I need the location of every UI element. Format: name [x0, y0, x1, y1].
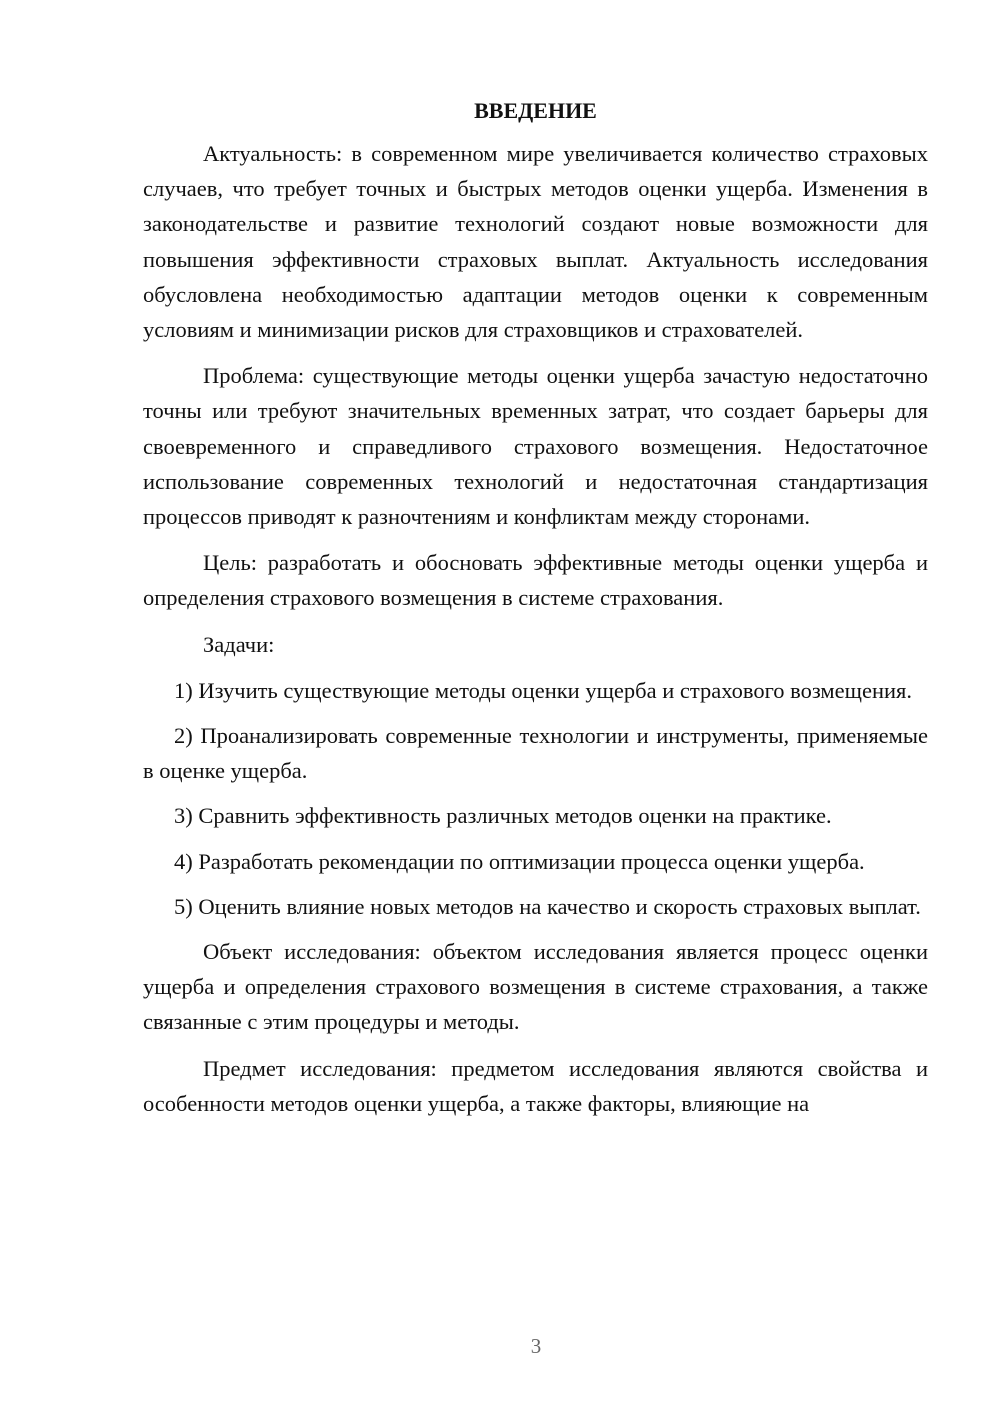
- task-item-4: 4) Разработать рекомендации по оптимизации процесса оценки ущерба.: [174, 848, 865, 874]
- paragraph-goal: Цель: разработать и обосновать эффективные методы оценки ущерба и определения страхового возмещения в системе страхования.: [143, 550, 928, 611]
- section-title: ВВЕДЕНИЕ: [474, 98, 597, 123]
- paragraph-problem: Проблема: существующие методы оценки ущерба зачастую недостаточно точны или требуют значительных временных затрат, что создает барьеры для своевременного и справедливого страхового возмещения. Недостаточное использование современных технологий и недостаточная стандартизация процессов приводят к разночтениям и конфликтам между сторонами.: [143, 363, 928, 530]
- task-item-2: 2) Проанализировать современные технологии и инструменты, применяемые в оценке ущерба.: [143, 723, 928, 784]
- paragraph-subject: Предмет исследования: предметом исследования являются свойства и особенности методов оценки ущерба, а также факторы, влияющие на: [143, 1055, 928, 1116]
- task-item-3: 3) Сравнить эффективность различных методов оценки на практике.: [174, 803, 832, 829]
- paragraph-tasks-heading: Задачи:: [203, 631, 275, 657]
- page-number: 3: [530, 1334, 542, 1358]
- task-item-1: 1) Изучить существующие методы оценки ущерба и страхового возмещения.: [174, 677, 913, 703]
- task-item-5: 5) Оценить влияние новых методов на качество и скорость страховых выплат.: [174, 893, 921, 919]
- page-content: [143, 96, 928, 1132]
- paragraph-object: Объект исследования: объектом исследования является процесс оценки ущерба и определения страхового возмещения в системе страхования, а также связанные с этим процедуры и методы.: [143, 939, 928, 1035]
- paragraph-relevance: Актуальность: в современном мире увеличивается количество страховых случаев, что требует точных и быстрых методов оценки ущерба. Изменения в законодательстве и развитие технологий создают новые возможности для повышения эффективности страховых выплат. Актуальность исследования обусловлена необходимостью адаптации методов оценки к современным условиям и минимизации рисков для страховщиков и страхователей.: [143, 141, 928, 343]
